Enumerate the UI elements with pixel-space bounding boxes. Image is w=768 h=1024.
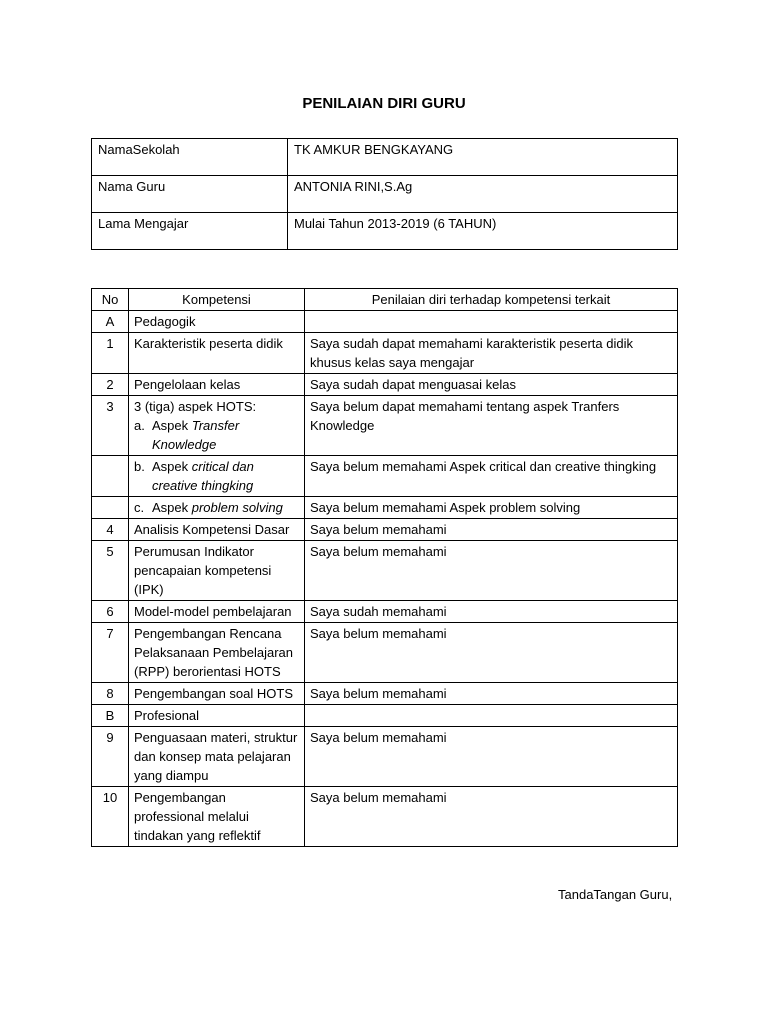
row-kompetensi: Pengembangan Rencana Pelaksanaan Pembelajaran (RPP) berorientasi HOTS	[129, 623, 305, 683]
info-row-tenure	[92, 213, 678, 250]
row-kompetensi: Pengembangan soal HOTS	[129, 683, 305, 705]
teacher-info-table	[91, 138, 678, 250]
sub-plain: Aspek	[152, 500, 192, 515]
row-penilaian: Saya belum memahami	[305, 541, 678, 601]
table-row	[92, 623, 678, 683]
row-kompetensi: Penguasaan materi, struktur dan konsep mata pelajaran yang diampu	[129, 727, 305, 787]
info-label: Lama Mengajar	[92, 213, 288, 250]
row-kompetensi: Pedagogik	[129, 311, 305, 333]
row-penilaian: Saya belum memahami Aspek critical dan creative thingking	[305, 456, 678, 497]
table-row	[92, 333, 678, 374]
table-row	[92, 311, 678, 333]
row-kompetensi: Profesional	[129, 705, 305, 727]
info-value: ANTONIA RINI,S.Ag	[288, 176, 678, 213]
row-penilaian: Saya belum dapat memahami tentang aspek Tranfers Knowledge	[305, 396, 678, 456]
table-row	[92, 497, 678, 519]
kompetensi-heading: 3 (tiga) aspek HOTS:	[134, 399, 257, 414]
sub-aspect	[134, 498, 299, 517]
header-kompetensi: Kompetensi	[129, 289, 305, 311]
info-value: Mulai Tahun 2013-2019 (6 TAHUN)	[288, 213, 678, 250]
info-row-teacher	[92, 176, 678, 213]
row-kompetensi: Analisis Kompetensi Dasar	[129, 519, 305, 541]
table-row	[92, 787, 678, 847]
page-title: PENILAIAN DIRI GURU	[302, 95, 466, 112]
row-penilaian: Saya belum memahami Aspek problem solving	[305, 497, 678, 519]
sub-italic: Transfer Knowledge	[152, 418, 240, 452]
row-kompetensi: Pengembangan professional melalui tindakan yang reflektif	[129, 787, 305, 847]
row-penilaian: Saya belum memahami	[305, 623, 678, 683]
row-no: 9	[92, 727, 129, 787]
info-value: TK AMKUR BENGKAYANG	[288, 139, 678, 176]
row-no: A	[92, 311, 129, 333]
row-no: 5	[92, 541, 129, 601]
row-kompetensi: Model-model pembelajaran	[129, 601, 305, 623]
row-no: 7	[92, 623, 129, 683]
row-no	[92, 456, 129, 497]
row-no: 8	[92, 683, 129, 705]
sub-italic: problem solving	[191, 500, 283, 515]
row-kompetensi: Karakteristik peserta didik	[129, 333, 305, 374]
sub-plain: Aspek	[152, 459, 192, 474]
row-no: 6	[92, 601, 129, 623]
table-row	[92, 727, 678, 787]
row-no	[92, 497, 129, 519]
row-penilaian: Saya sudah dapat memahami karakteristik peserta didik khusus kelas saya mengajar	[305, 333, 678, 374]
table-row	[92, 374, 678, 396]
row-penilaian: Saya belum memahami	[305, 519, 678, 541]
table-row	[92, 705, 678, 727]
info-label: Nama Guru	[92, 176, 288, 213]
row-penilaian: Saya sudah dapat menguasai kelas	[305, 374, 678, 396]
sub-marker: c.	[134, 500, 145, 515]
row-no: 2	[92, 374, 129, 396]
row-penilaian: Saya belum memahami	[305, 683, 678, 705]
row-kompetensi	[129, 456, 305, 497]
row-no: B	[92, 705, 129, 727]
row-kompetensi	[129, 497, 305, 519]
row-no: 4	[92, 519, 129, 541]
row-penilaian: Saya belum memahami	[305, 727, 678, 787]
header-no: No	[92, 289, 129, 311]
sub-plain: Aspek	[152, 418, 192, 433]
sub-marker: a.	[134, 418, 145, 433]
row-no: 1	[92, 333, 129, 374]
row-penilaian: Saya sudah memahami	[305, 601, 678, 623]
table-row	[92, 683, 678, 705]
table-row	[92, 396, 678, 456]
row-kompetensi: Perumusan Indikator pencapaian kompetensi (IPK)	[129, 541, 305, 601]
row-kompetensi: Pengelolaan kelas	[129, 374, 305, 396]
info-label: NamaSekolah	[92, 139, 288, 176]
row-no: 3	[92, 396, 129, 456]
table-row	[92, 456, 678, 497]
competency-table	[91, 288, 678, 847]
table-row	[92, 601, 678, 623]
info-row-school	[92, 139, 678, 176]
row-penilaian	[305, 311, 678, 333]
row-no: 10	[92, 787, 129, 847]
table-row	[92, 519, 678, 541]
signature-label: TandaTangan Guru,	[558, 887, 673, 902]
sub-aspect	[134, 457, 299, 495]
row-kompetensi	[129, 396, 305, 456]
table-header-row	[92, 289, 678, 311]
table-row	[92, 541, 678, 601]
row-penilaian	[305, 705, 678, 727]
row-penilaian: Saya belum memahami	[305, 787, 678, 847]
header-penilaian: Penilaian diri terhadap kompetensi terkait	[305, 289, 678, 311]
sub-aspect	[134, 416, 299, 454]
sub-italic: critical dan creative thingking	[152, 459, 254, 493]
sub-marker: b.	[134, 459, 145, 474]
